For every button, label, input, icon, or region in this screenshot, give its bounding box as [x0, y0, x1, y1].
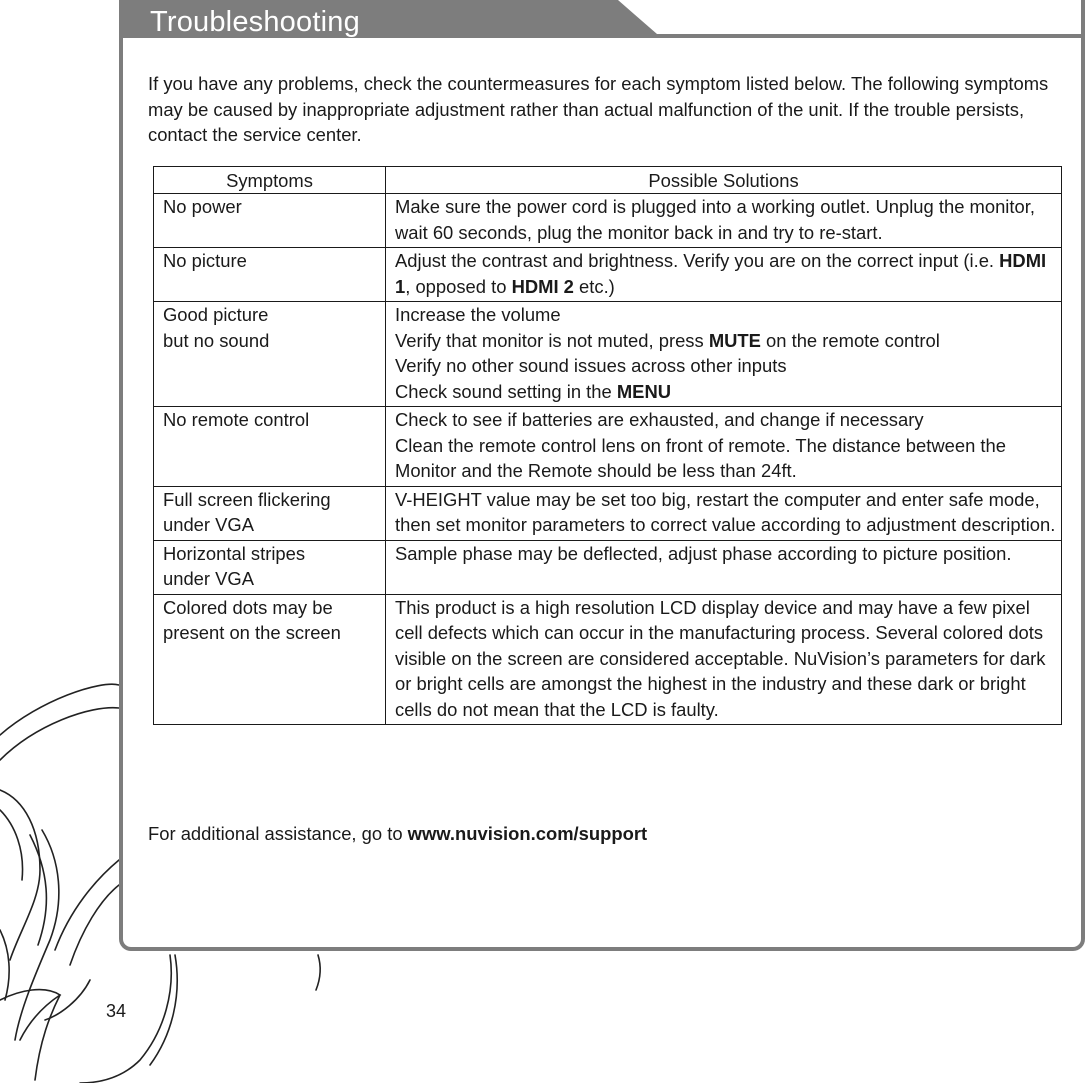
- solution-line: [395, 353, 1061, 379]
- solution-keyword: HDMI 2: [511, 275, 574, 297]
- solution-line: [395, 541, 1061, 567]
- header-solutions: Possible Solutions: [386, 167, 1062, 194]
- solution-keyword: MUTE: [708, 329, 761, 351]
- solution-text: Verify no other sound issues across other inputs: [395, 355, 787, 376]
- symptom-cell: [154, 486, 386, 540]
- table-header-row: [154, 167, 1062, 194]
- solution-line: [395, 487, 1061, 538]
- solution-line: [395, 433, 1061, 484]
- support-link: www.nuvision.com/support: [407, 823, 648, 844]
- table-row: [154, 486, 1062, 540]
- symptom-cell: [154, 540, 386, 594]
- header-symptoms: Symptoms: [154, 167, 386, 194]
- symptom-cell: [154, 302, 386, 407]
- solution-line: [395, 302, 1061, 328]
- table-row: [154, 194, 1062, 248]
- symptom-text: present on the screen: [163, 622, 341, 643]
- support-note-text: For additional assistance, go to: [148, 823, 408, 844]
- solution-text: V-HEIGHT value may be set too big, restart the computer and enter safe mode, then set monitor parameters to correct value according to adjustment description.: [395, 488, 1056, 535]
- solution-cell: [386, 302, 1062, 407]
- solution-text: Sample phase may be deflected, adjust phase according to picture position.: [395, 542, 1012, 564]
- solution-text: Clean the remote control lens on front of remote. The distance between the Monitor and the Remote should be less than 24ft.: [395, 434, 1006, 481]
- solution-text: Check sound setting in the: [395, 380, 617, 402]
- solution-cell: [386, 540, 1062, 594]
- solution-text: This product is a high resolution LCD display device and may have a few pixel cell defects which can occur in the manufacturing process. Several colored dots visible on the screen are considered acceptable. NuVision’s parameters for dark or bright cells are amongst the highest in the industry and these dark or bright cells do not mean that the LCD is faulty.: [395, 596, 1046, 720]
- symptom-text: but no sound: [163, 329, 270, 351]
- symptom-cell: [154, 248, 386, 302]
- solution-keyword: MENU: [616, 380, 672, 402]
- intro-paragraph: If you have any problems, check the countermeasures for each symptom listed below. The following symptoms may be caused by inappropriate adjustment rather than actual malfunction of the unit. If the trouble persists, contact the service center.: [148, 73, 1049, 145]
- solution-text: on the remote control: [760, 329, 940, 351]
- solution-cell: [386, 594, 1062, 725]
- solution-text: Check to see if batteries are exhausted, and change if necessary: [395, 409, 924, 430]
- table-body: [154, 194, 1062, 725]
- symptom-text: No remote control: [163, 409, 310, 430]
- symptom-cell: [154, 594, 386, 725]
- symptom-text: Full screen flickering: [163, 488, 331, 510]
- table-row: [154, 540, 1062, 594]
- solution-line: [395, 379, 1061, 405]
- symptom-text: No picture: [163, 250, 247, 271]
- table-row: [154, 302, 1062, 407]
- solution-text: , opposed to: [405, 275, 512, 297]
- solution-text: Make sure the power cord is plugged into a working outlet. Unplug the monitor, wait 60 seconds, plug the monitor back in and try to re-start.: [395, 196, 1035, 243]
- table-row: [154, 248, 1062, 302]
- solution-line: [395, 407, 1061, 433]
- symptom-text: Horizontal stripes: [163, 542, 306, 564]
- symptom-cell: [154, 194, 386, 248]
- solution-line: [395, 595, 1061, 723]
- solution-keyword: HDMI 1: [395, 250, 1047, 297]
- symptom-cell: [154, 407, 386, 487]
- solution-text: etc.): [573, 275, 615, 297]
- solution-line: [395, 248, 1061, 299]
- symptom-text: Colored dots may be: [163, 596, 333, 618]
- solution-cell: [386, 407, 1062, 487]
- table-row: [154, 407, 1062, 487]
- symptom-text: under VGA: [163, 568, 254, 589]
- symptom-text: No power: [163, 196, 242, 217]
- solution-cell: [386, 248, 1062, 302]
- solution-cell: [386, 194, 1062, 248]
- table-row: [154, 594, 1062, 725]
- solution-line: [395, 194, 1061, 245]
- solution-cell: [386, 486, 1062, 540]
- solution-text: Increase the volume: [395, 304, 561, 325]
- support-note: [148, 821, 647, 846]
- page-title: Troubleshooting: [150, 6, 360, 38]
- symptom-text: under VGA: [163, 514, 254, 535]
- page-number: 34: [106, 1001, 127, 1021]
- solution-text: Verify that monitor is not muted, press: [395, 329, 709, 351]
- solution-line: [395, 328, 1061, 354]
- solution-text: Adjust the contrast and brightness. Verify you are on the correct input (i.e.: [395, 250, 1000, 271]
- troubleshooting-table: [153, 166, 1062, 725]
- symptom-text: Good picture: [163, 304, 269, 325]
